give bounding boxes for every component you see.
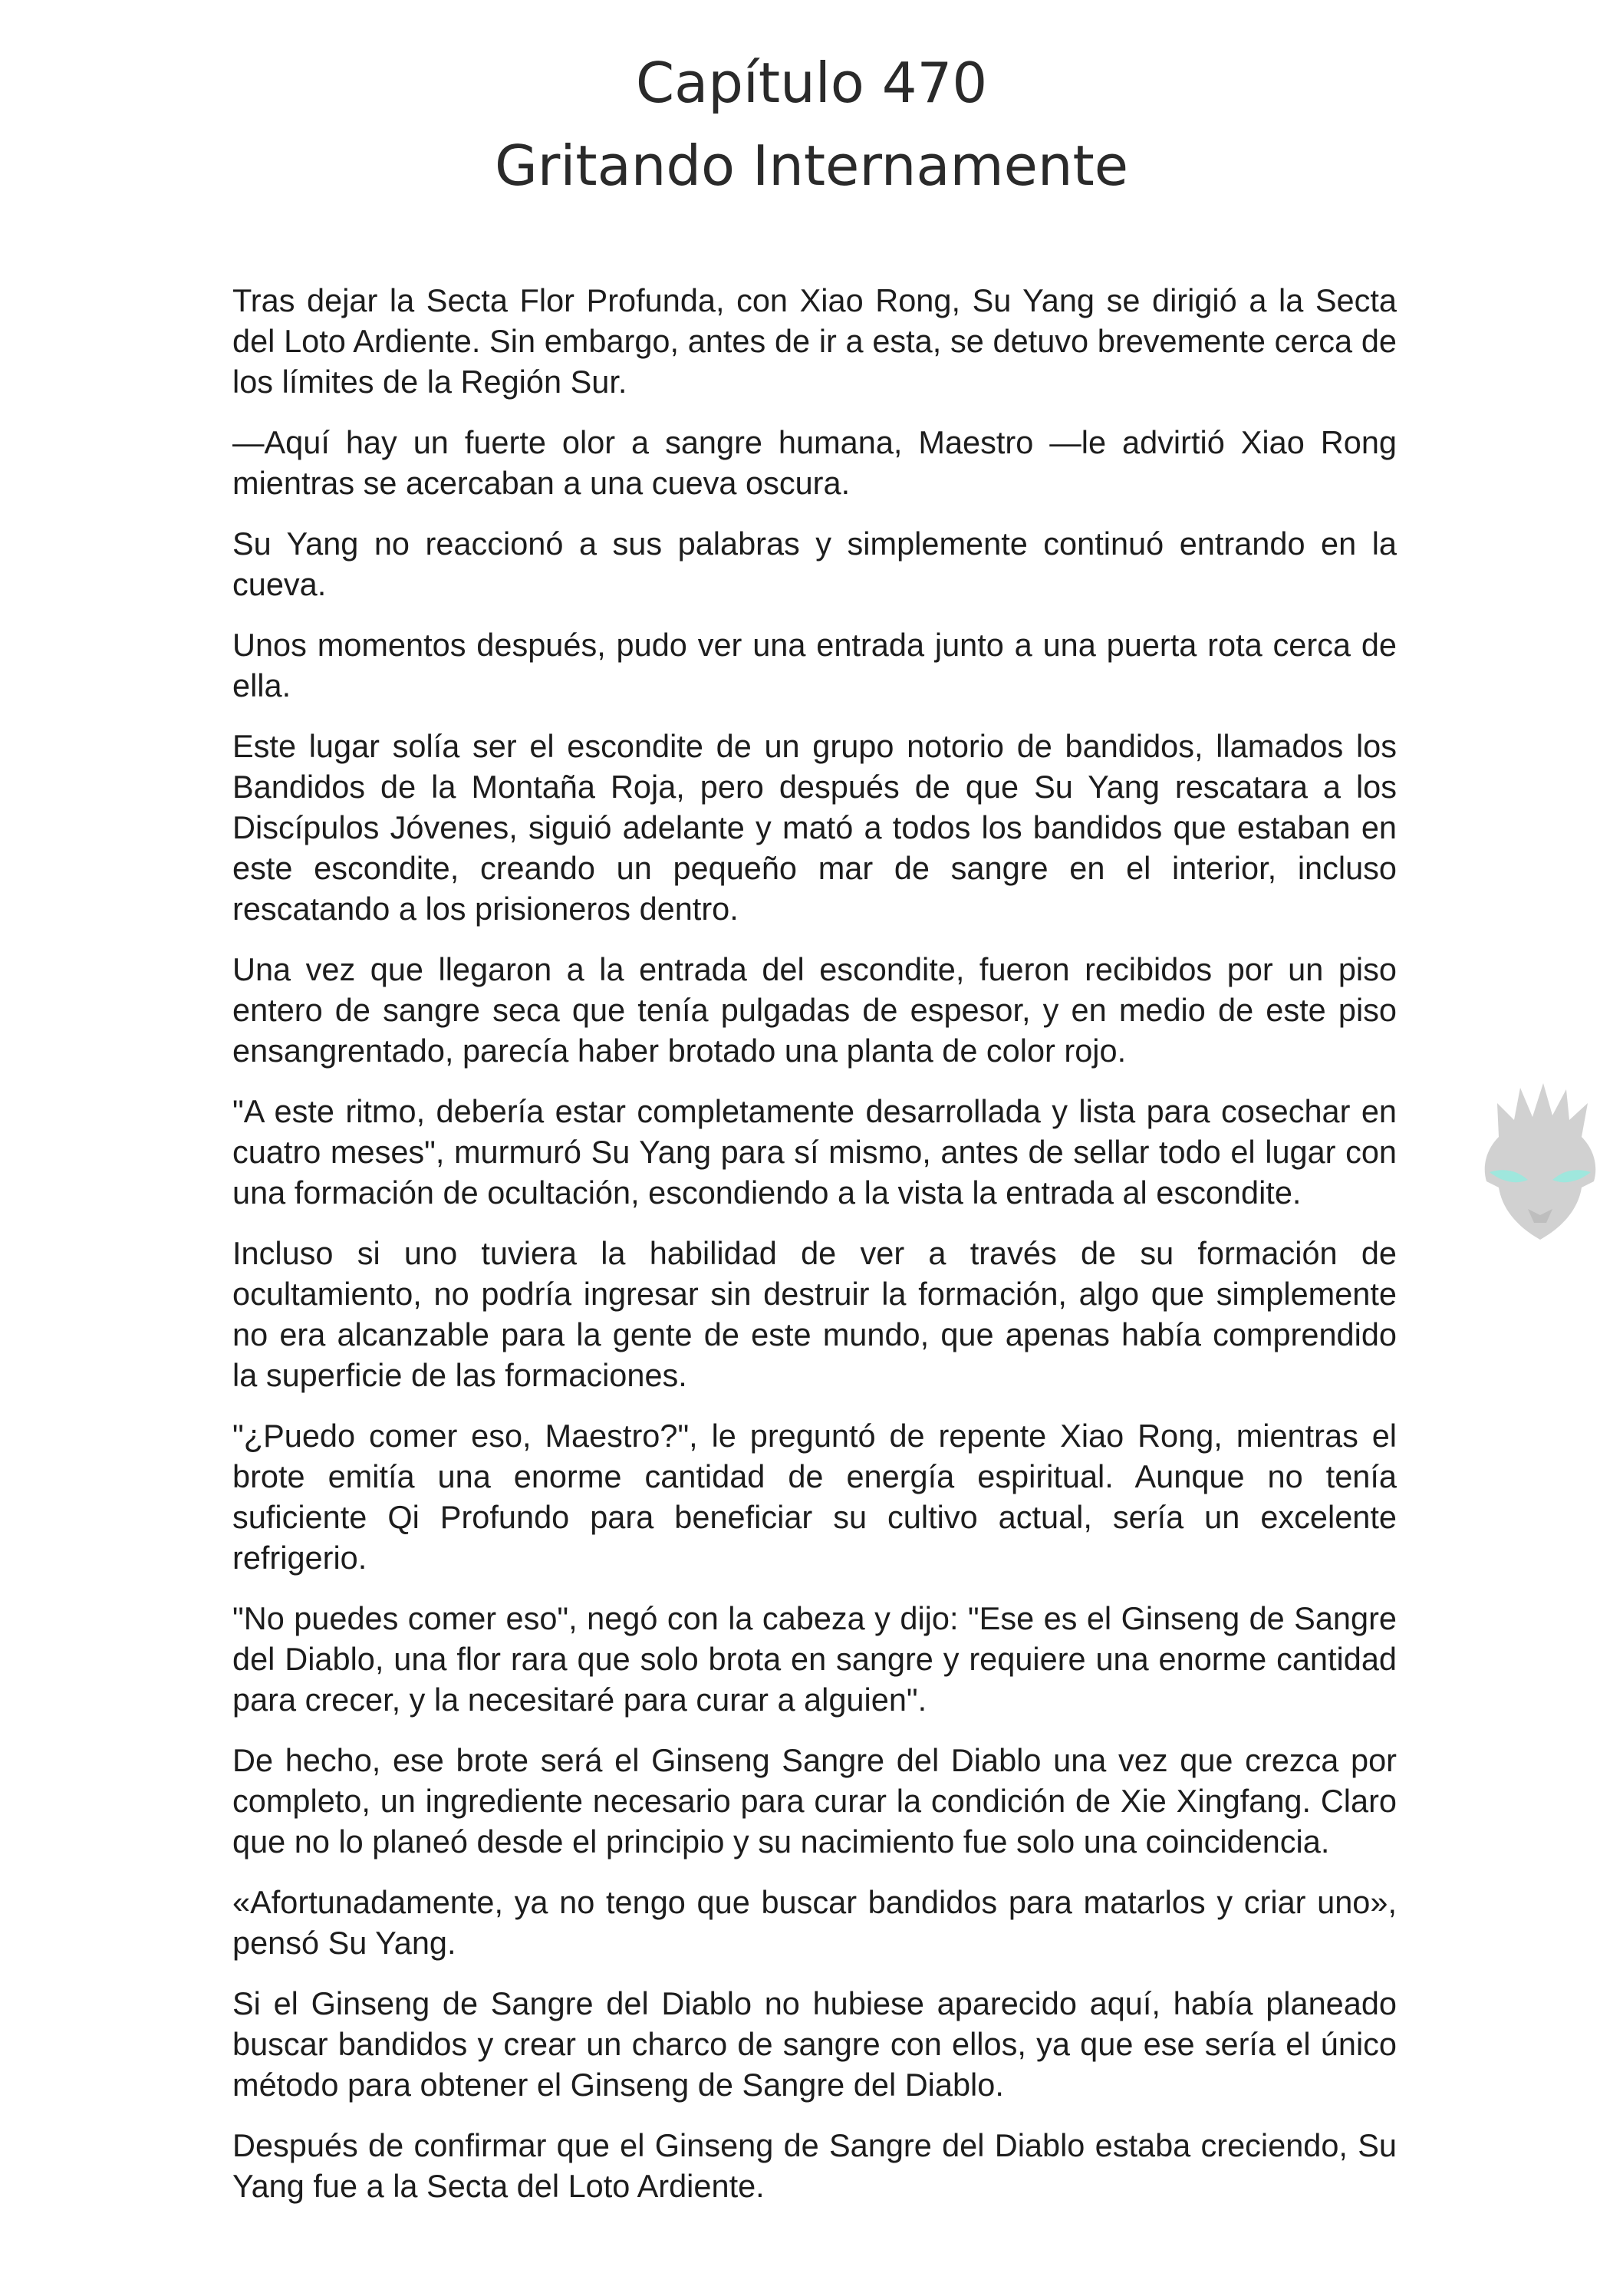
paragraph: Incluso si uno tuviera la habilidad de ver a través de su formación de ocultamiento, no podría ingresar sin destruir la formación, algo que simplemente no era alcanzable para la gente de este mundo, que apenas había comprendido la superficie de las formaciones.: [232, 1235, 1397, 1393]
paragraph: —Aquí hay un fuerte olor a sangre humana, Maestro —le advirtió Xiao Rong mientras se acercaban a una cueva oscura.: [232, 424, 1397, 501]
chapter-header: [0, 41, 1623, 207]
paragraph: Tras dejar la Secta Flor Profunda, con Xiao Rong, Su Yang se dirigió a la Secta del Loto Ardiente. Sin embargo, antes de ir a esta, se detuvo brevemente cerca de los límites de la Región Sur.: [232, 282, 1397, 400]
paragraph: "¿Puedo comer eso, Maestro?", le preguntó de repente Xiao Rong, mientras el brote emitía una enorme cantidad de energía espiritual. Aunque no tenía suficiente Qi Profundo para beneficiar su cultivo actual, sería un excelente refrigerio.: [232, 1418, 1397, 1576]
paragraph: "No puedes comer eso", negó con la cabeza y dijo: "Ese es el Ginseng de Sangre del Diablo, una flor rara que solo brota en sangre y requiere una enorme cantidad para crecer, y la necesitaré para curar a alguien".: [232, 1600, 1397, 1718]
chapter-number: Capítulo 470: [635, 51, 988, 115]
paragraph: Este lugar solía ser el escondite de un grupo notorio de bandidos, llamados los Bandidos de la Montaña Roja, pero después de que Su Yang rescatara a los Discípulos Jóvenes, siguió adelante y mató a todos los bandidos que estaban en este escondite, creando un pequeño mar de sangre en el interior, incluso rescatando a los prisioneros dentro.: [232, 728, 1397, 927]
chapter-body: [232, 280, 1397, 2226]
demon-head-watermark-icon: [1467, 1072, 1612, 1249]
paragraph: Unos momentos después, pudo ver una entrada junto a una puerta rota cerca de ella.: [232, 627, 1397, 703]
paragraph: Su Yang no reaccionó a sus palabras y simplemente continuó entrando en la cueva.: [232, 525, 1397, 602]
paragraph: Después de confirmar que el Ginseng de Sangre del Diablo estaba creciendo, Su Yang fue a la Secta del Loto Ardiente.: [232, 2127, 1397, 2204]
paragraph: De hecho, ese brote será el Ginseng Sangre del Diablo una vez que crezca por completo, un ingrediente necesario para curar la condición de Xie Xingfang. Claro que no lo planeó desde el principio y su nacimiento fue solo una coincidencia.: [232, 1742, 1397, 1860]
paragraph: "A este ritmo, debería estar completamente desarrollada y lista para cosechar en cuatro meses", murmuró Su Yang para sí mismo, antes de sellar todo el lugar con una formación de ocultación, escondiendo a la vista la entrada al escondite.: [232, 1093, 1397, 1211]
chapter-title: Gritando Internamente: [494, 133, 1129, 198]
paragraph: «Afortunadamente, ya no tengo que buscar bandidos para matarlos y criar uno», pensó Su Yang.: [232, 1884, 1397, 1961]
paragraph: Una vez que llegaron a la entrada del escondite, fueron recibidos por un piso entero de sangre seca que tenía pulgadas de espesor, y en medio de este piso ensangrentado, parecía haber brotado una planta de color rojo.: [232, 951, 1397, 1069]
paragraph: Si el Ginseng de Sangre del Diablo no hubiese aparecido aquí, había planeado buscar bandidos y crear un charco de sangre con ellos, ya que ese sería el único método para obtener el Ginseng de Sangre del Diablo.: [232, 1985, 1397, 2103]
